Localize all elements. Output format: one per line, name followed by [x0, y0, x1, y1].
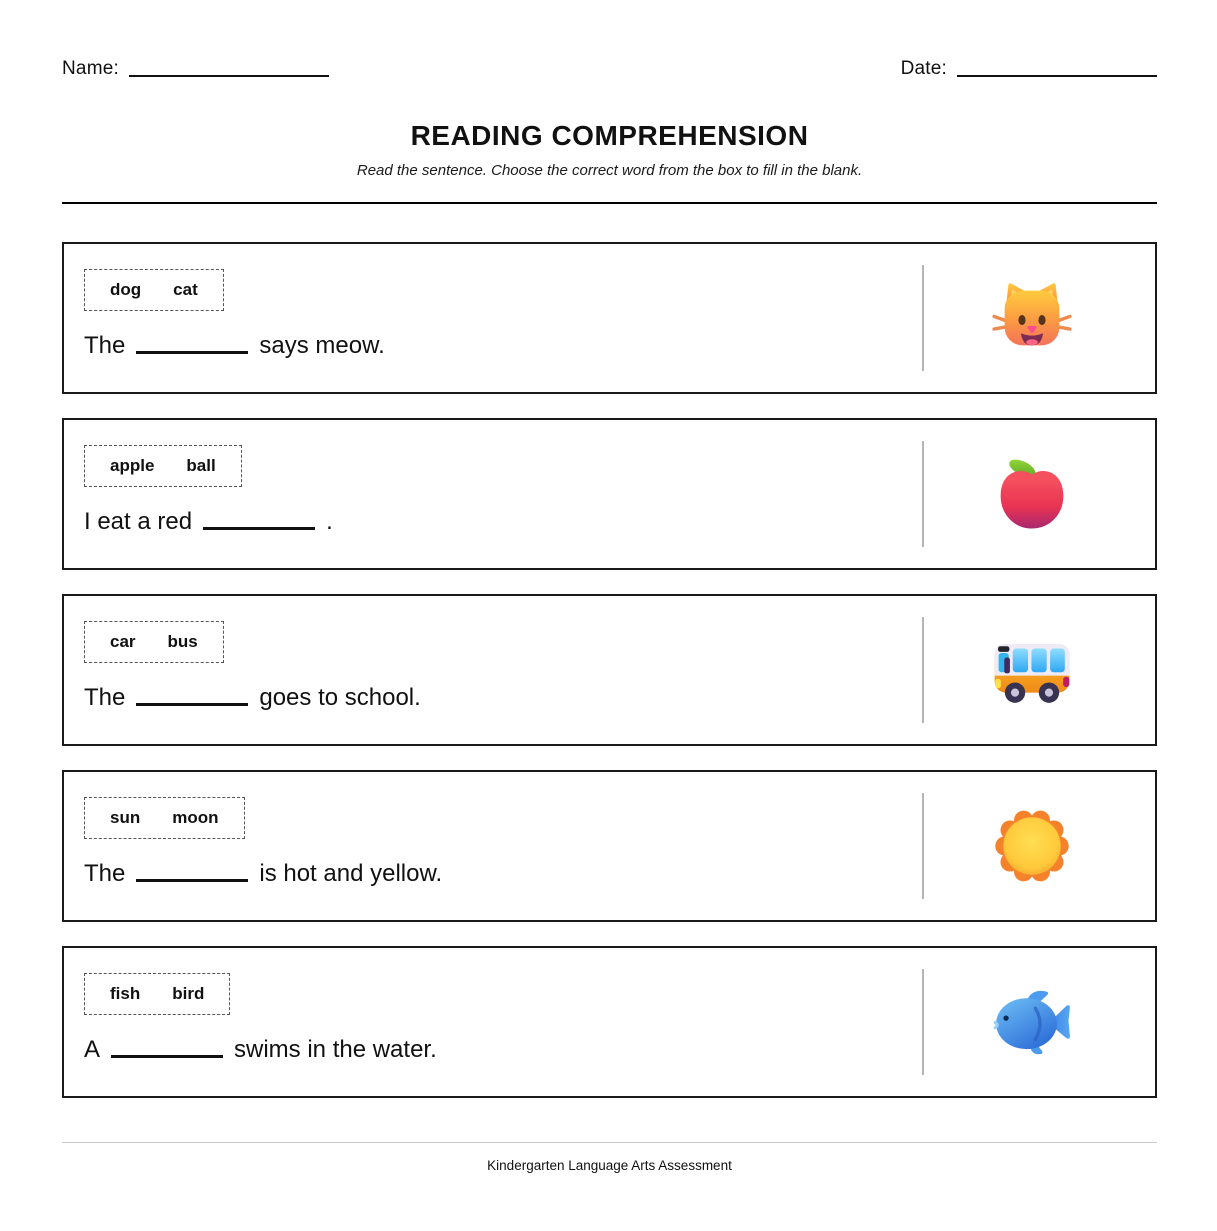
answer-blank — [136, 702, 248, 706]
question-box-3 — [62, 594, 1157, 746]
word-choice: bird — [172, 984, 205, 1003]
answer-blank — [203, 526, 315, 530]
sentence-after: . — [326, 508, 333, 535]
picture-area — [924, 596, 1156, 744]
question-box-5 — [62, 946, 1157, 1098]
question-box-2 — [62, 418, 1157, 570]
picture-area — [924, 948, 1156, 1096]
word-choice: car — [110, 632, 136, 651]
date-field — [901, 58, 1157, 80]
red-apple-emoji — [991, 453, 1073, 535]
sentence-before: The — [84, 684, 126, 711]
question-box-4 — [62, 770, 1157, 922]
footer-text: Kindergarten Language Arts Assessment — [487, 1158, 732, 1173]
bus-emoji — [989, 627, 1075, 713]
picture-area — [924, 772, 1156, 920]
word-choice-box — [84, 973, 230, 1015]
page-title: READING COMPREHENSION — [410, 120, 809, 151]
date-blank-line — [957, 75, 1157, 77]
word-choice: fish — [110, 984, 141, 1003]
sentence — [84, 1036, 922, 1064]
answer-blank — [111, 1054, 223, 1058]
sentence — [84, 860, 922, 888]
word-choice-box — [84, 797, 245, 839]
word-choice: bus — [167, 632, 198, 651]
word-choice: moon — [172, 808, 219, 827]
question-content — [64, 948, 922, 1096]
word-choice: ball — [186, 456, 216, 475]
sentence-before: The — [84, 332, 126, 359]
sun-emoji — [993, 807, 1071, 885]
word-choice: cat — [173, 280, 198, 299]
fish-emoji — [990, 980, 1074, 1064]
sentence — [84, 332, 922, 360]
footer — [62, 1142, 1157, 1173]
sentence-after: says meow. — [259, 332, 385, 359]
sentence-after: is hot and yellow. — [259, 860, 443, 887]
question-content — [64, 596, 922, 744]
word-choice-box — [84, 621, 224, 663]
sentence-before: I eat a red — [84, 508, 193, 535]
picture-area — [924, 420, 1156, 568]
instructions: Read the sentence. Choose the correct word from the box to fill in the blank. — [356, 162, 863, 179]
answer-blank — [136, 350, 248, 354]
header-fields — [62, 58, 1157, 80]
sentence — [84, 508, 922, 536]
word-choice: dog — [110, 280, 142, 299]
word-choice: sun — [110, 808, 141, 827]
cat-face-emoji — [992, 278, 1072, 358]
sentence-after: swims in the water. — [234, 1036, 437, 1063]
name-blank-line — [129, 75, 329, 77]
word-choice: apple — [110, 456, 155, 475]
picture-area — [924, 244, 1156, 392]
word-choice-box — [84, 269, 224, 311]
question-content — [64, 244, 922, 392]
sentence-before: A — [84, 1036, 101, 1063]
sentence — [84, 684, 922, 712]
sentence-after: goes to school. — [259, 684, 421, 711]
answer-blank — [136, 878, 248, 882]
word-choice-box — [84, 445, 242, 487]
date-label: Date: — [900, 58, 947, 79]
question-content — [64, 420, 922, 568]
question-content — [64, 772, 922, 920]
title-divider-rule — [62, 202, 1157, 204]
question-box-1 — [62, 242, 1157, 394]
name-field — [62, 58, 329, 80]
sentence-before: The — [84, 860, 126, 887]
name-label: Name: — [62, 58, 119, 79]
